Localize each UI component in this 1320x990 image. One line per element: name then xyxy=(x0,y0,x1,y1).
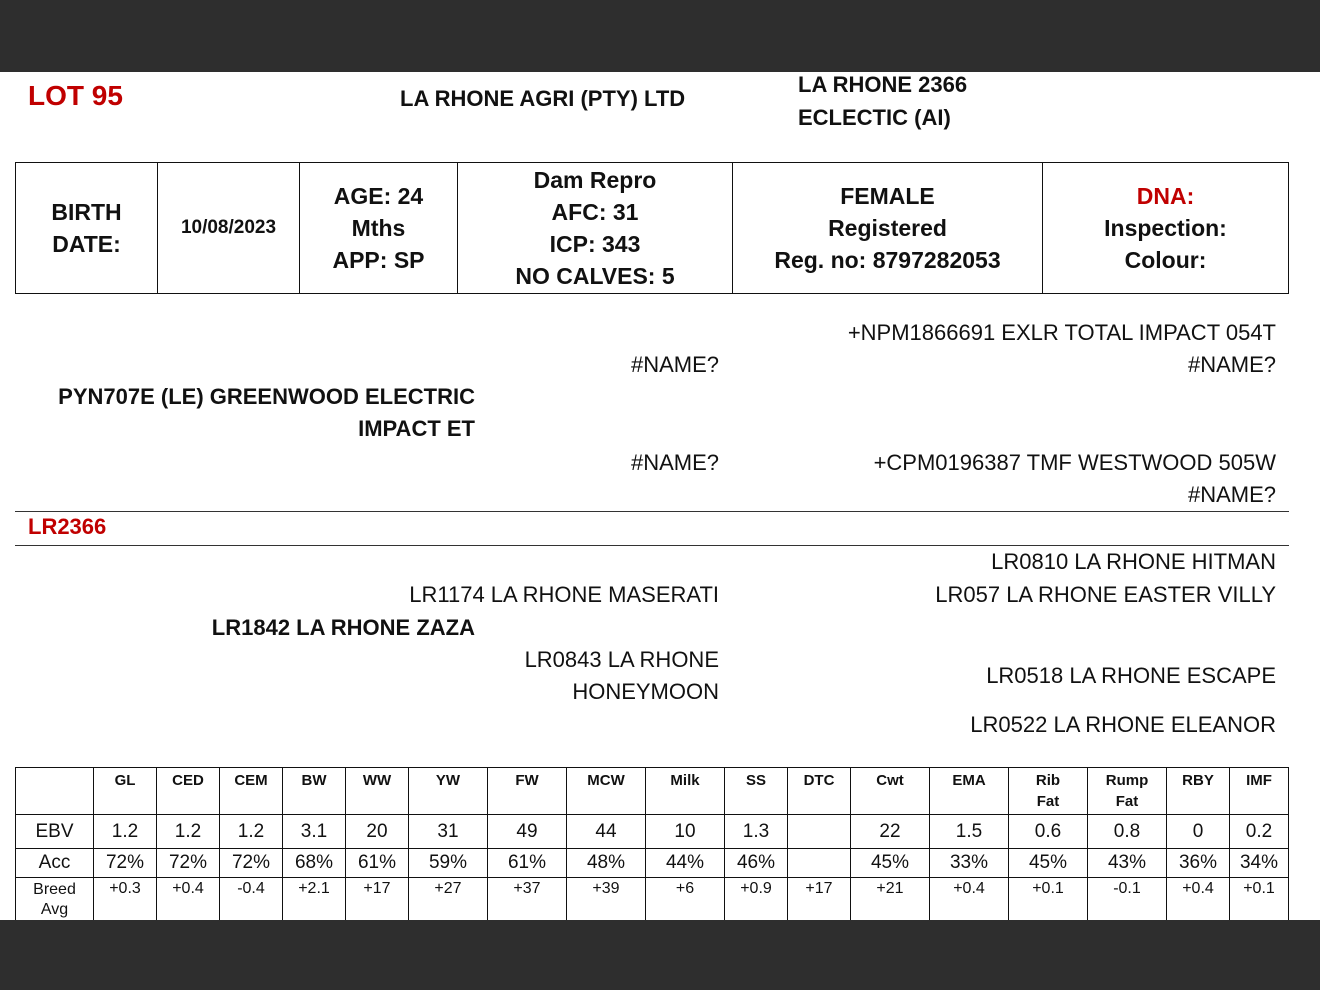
breed-avg-value-cell: +17 xyxy=(788,878,851,923)
ebv-corner-cell xyxy=(16,768,94,815)
ebv-value-cell: 10 xyxy=(646,815,725,849)
ebv-value-cell: 20 xyxy=(346,815,409,849)
reg-number: Reg. no: 8797282053 xyxy=(774,247,1001,273)
ebv-header-label-line1: CED xyxy=(172,772,204,789)
ebv-header-label-line1: FW xyxy=(515,772,539,789)
ebv-value-cell: 1.2 xyxy=(157,815,220,849)
breed-avg-value-cell: +6 xyxy=(646,878,725,923)
ebv-value-cell: 0.8 xyxy=(1088,815,1167,849)
lot-number: LOT 95 xyxy=(28,80,123,111)
sire-sire-name: +NPM1866691 EXLR TOTAL IMPACT 054T xyxy=(847,320,1276,345)
ebv-header-cell xyxy=(283,768,346,815)
breed-avg-value-cell: -0.4 xyxy=(220,878,283,923)
acc-value-cell: 44% xyxy=(646,849,725,878)
ebv-value-cell xyxy=(788,815,851,849)
dna-cell xyxy=(1043,163,1289,294)
ebv-header-cell xyxy=(157,768,220,815)
registration-cell xyxy=(733,163,1043,294)
ebv-header-cell xyxy=(930,768,1009,815)
ebv-value-cell: 0.2 xyxy=(1230,815,1289,849)
sire-sire xyxy=(848,317,1276,381)
ebv-header-label-line1: MCW xyxy=(587,772,625,789)
acc-value-cell: 72% xyxy=(220,849,283,878)
breed-avg-value-cell: -0.1 xyxy=(1088,878,1167,923)
ebv-header-label-line1: SS xyxy=(745,772,766,789)
colour-label: Colour: xyxy=(1124,247,1207,273)
ebv-header-label-line1: BW xyxy=(301,772,327,789)
ebv-header-cell xyxy=(1230,768,1289,815)
birth-date-value: 10/08/2023 xyxy=(158,163,300,294)
birth-label-line1: BIRTH xyxy=(51,199,122,225)
ebv-header-cell xyxy=(788,768,851,815)
breed-avg-value-cell: +0.1 xyxy=(1230,878,1289,923)
dam-dam xyxy=(525,644,719,708)
animal-tag: LR2366 xyxy=(28,514,107,539)
breed-avg-row xyxy=(16,878,1289,923)
dam-sire-dam: LR057 LA RHONE EASTER VILLY xyxy=(935,582,1276,607)
breed-label-line1: Breed xyxy=(33,881,76,898)
ebv-header-label-line1: RBY xyxy=(1182,772,1214,789)
acc-value-cell: 43% xyxy=(1088,849,1167,878)
dam-dam-line2: HONEYMOON xyxy=(572,679,719,704)
accuracy-row xyxy=(16,849,1289,878)
breed-label-line2: Avg xyxy=(40,901,69,918)
sire-sire-id: #NAME? xyxy=(1187,352,1276,377)
acc-value-cell: 72% xyxy=(157,849,220,878)
sire-sire-placeholder: #NAME? xyxy=(630,352,719,377)
acc-value-cell: 45% xyxy=(851,849,930,878)
ebv-header-cell xyxy=(1009,768,1088,815)
ebv-header-cell xyxy=(646,768,725,815)
ebv-header-cell xyxy=(1088,768,1167,815)
sire-dam-placeholder: #NAME? xyxy=(630,450,719,475)
sex: FEMALE xyxy=(840,183,935,209)
ebv-values-row xyxy=(16,815,1289,849)
sire xyxy=(58,381,475,445)
seller-name: LA RHONE AGRI (PTY) LTD xyxy=(400,86,686,111)
acc-value-cell: 61% xyxy=(488,849,567,878)
breed-avg-value-cell: +17 xyxy=(346,878,409,923)
reg-status: Registered xyxy=(828,215,947,241)
ebv-value-cell: 0 xyxy=(1167,815,1230,849)
info-table xyxy=(15,162,1289,294)
ebv-header-cell xyxy=(346,768,409,815)
animal-name xyxy=(798,68,967,134)
ebv-header-cell xyxy=(567,768,646,815)
dam-repro-cell xyxy=(458,163,733,294)
ebv-value-cell: 1.5 xyxy=(930,815,1009,849)
breed-avg-value-cell: +37 xyxy=(488,878,567,923)
ebv-row-label: EBV xyxy=(16,815,94,849)
ebv-header-cell xyxy=(851,768,930,815)
breed-avg-value-cell: +2.1 xyxy=(283,878,346,923)
acc-value-cell: 61% xyxy=(346,849,409,878)
ebv-header-label-line1: YW xyxy=(435,772,461,789)
ebv-header-row xyxy=(16,768,1289,815)
breed-avg-value-cell: +0.4 xyxy=(157,878,220,923)
sire-dam xyxy=(874,447,1276,511)
age-cell xyxy=(300,163,458,294)
ebv-value-cell: 1.2 xyxy=(220,815,283,849)
ebv-header-cell xyxy=(1167,768,1230,815)
acc-value-cell: 45% xyxy=(1009,849,1088,878)
acc-value-cell xyxy=(788,849,851,878)
ebv-header-label-line1: Milk xyxy=(670,772,700,789)
breed-avg-value-cell: +0.4 xyxy=(930,878,1009,923)
ebv-header-label-line2: Fat xyxy=(1036,793,1060,810)
animal-name-line1: LA RHONE 2366 xyxy=(798,72,968,97)
dna-label: DNA: xyxy=(1136,183,1195,209)
ebv-header-cell xyxy=(409,768,488,815)
breed-avg-value-cell: +0.9 xyxy=(725,878,788,923)
acc-value-cell: 46% xyxy=(725,849,788,878)
ebv-header-cell xyxy=(94,768,157,815)
ebv-header-label-line1: Rump xyxy=(1105,772,1149,789)
ebv-header-label-line1: Rib xyxy=(1035,772,1061,789)
ebv-header-label-line1: CEM xyxy=(234,772,268,789)
sire-dam-id: #NAME? xyxy=(1187,482,1276,507)
dam-dam-line1: LR0843 LA RHONE xyxy=(524,647,719,672)
acc-value-cell: 36% xyxy=(1167,849,1230,878)
breed-avg-value-cell: +0.1 xyxy=(1009,878,1088,923)
dam-repro-title: Dam Repro xyxy=(533,167,657,193)
acc-value-cell: 68% xyxy=(283,849,346,878)
ebv-value-cell: 31 xyxy=(409,815,488,849)
acc-value-cell: 48% xyxy=(567,849,646,878)
breed-avg-value-cell: +0.3 xyxy=(94,878,157,923)
ebv-value-cell: 1.2 xyxy=(94,815,157,849)
ebv-table xyxy=(15,767,1289,923)
ebv-value-cell: 44 xyxy=(567,815,646,849)
inspection-label: Inspection: xyxy=(1104,215,1227,241)
ebv-header-label-line1: IMF xyxy=(1246,772,1272,789)
acc-value-cell: 33% xyxy=(930,849,1009,878)
sire-name-line1: PYN707E (LE) GREENWOOD ELECTRIC xyxy=(58,384,475,409)
ebv-header-label-line2: Fat xyxy=(1115,793,1139,810)
ebv-header-label-line1: EMA xyxy=(952,772,986,789)
dam-sire-sire: LR0810 LA RHONE HITMAN xyxy=(991,549,1276,574)
dam-no-calves: NO CALVES: 5 xyxy=(515,263,675,289)
top-dark-band xyxy=(0,0,1320,72)
acc-value-cell: 72% xyxy=(94,849,157,878)
app-line: APP: SP xyxy=(332,247,425,273)
ebv-header-label-line1: DTC xyxy=(803,772,835,789)
age-line2: Mths xyxy=(351,215,406,241)
breed-avg-value-cell: +27 xyxy=(409,878,488,923)
ebv-value-cell: 22 xyxy=(851,815,930,849)
dam-dam-dam: LR0522 LA RHONE ELEANOR xyxy=(970,712,1276,737)
breed-avg-value-cell: +0.4 xyxy=(1167,878,1230,923)
birth-label-line2: DATE: xyxy=(52,231,121,257)
ebv-value-cell: 3.1 xyxy=(283,815,346,849)
ebv-value-cell: 0.6 xyxy=(1009,815,1088,849)
dam-sire: LR1174 LA RHONE MASERATI xyxy=(409,582,719,607)
divider-top xyxy=(15,511,1289,512)
animal-name-line2: ECLECTIC (AI) xyxy=(798,105,951,130)
breed-avg-row-label xyxy=(16,878,94,923)
ebv-header-label-line1: WW xyxy=(362,772,392,789)
ebv-header-cell xyxy=(488,768,567,815)
acc-value-cell: 59% xyxy=(409,849,488,878)
sire-dam-name: +CPM0196387 TMF WESTWOOD 505W xyxy=(873,450,1276,475)
bottom-dark-band xyxy=(0,920,1320,990)
dam: LR1842 LA RHONE ZAZA xyxy=(211,615,475,640)
ebv-header-cell xyxy=(725,768,788,815)
dam-icp: ICP: 343 xyxy=(549,231,641,257)
dam-dam-sire: LR0518 LA RHONE ESCAPE xyxy=(986,663,1276,688)
breed-avg-value-cell: +39 xyxy=(567,878,646,923)
ebv-header-label-line1: GL xyxy=(114,772,136,789)
ebv-header-label-line1: Cwt xyxy=(876,772,904,789)
sire-name-line2: IMPACT ET xyxy=(358,416,475,441)
birth-date-label xyxy=(16,163,158,294)
ebv-value-cell: 49 xyxy=(488,815,567,849)
breed-avg-value-cell: +21 xyxy=(851,878,930,923)
acc-row-label: Acc xyxy=(16,849,94,878)
dam-afc: AFC: 31 xyxy=(551,199,639,225)
ebv-value-cell: 1.3 xyxy=(725,815,788,849)
acc-value-cell: 34% xyxy=(1230,849,1289,878)
ebv-header-cell xyxy=(220,768,283,815)
age-line1: AGE: 24 xyxy=(333,183,424,209)
